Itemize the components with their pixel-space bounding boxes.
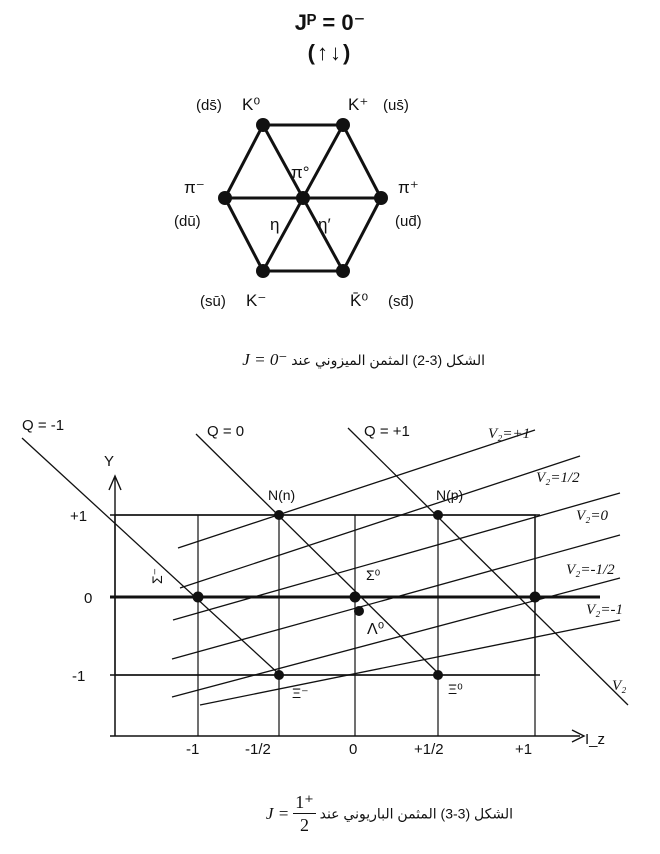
x-tick-minus-half: -1/2	[245, 741, 271, 758]
y-tick-0: 0	[84, 590, 93, 607]
lambda-label: Λ⁰	[367, 621, 385, 638]
dot-piplus	[374, 191, 388, 205]
k0-label: K⁰	[242, 95, 261, 114]
meson-caption-text: الشكل (3-2) المثمن الميزوني عند	[291, 352, 485, 368]
dot-k0	[256, 118, 270, 132]
meson-caption-math: J = 0⁻	[242, 350, 288, 369]
x-tick-minus1: -1	[186, 741, 200, 758]
y-tick-minus1: -1	[72, 668, 86, 685]
baryon-caption-text: الشكل (3-3) المثمن الباريوني عند	[319, 805, 513, 822]
xi-minus-label: Ξ⁻	[292, 685, 309, 701]
y-tick-plus1: +1	[70, 508, 88, 525]
eta-prime-label: η′	[318, 215, 331, 234]
x-axis-label: I_z	[585, 731, 606, 748]
v2-axis-label: V₂	[612, 678, 627, 694]
k0bar-label: K̄⁰	[350, 291, 369, 310]
v2-half-label: V₂=1/2	[536, 470, 580, 486]
piplus-label: π⁺	[398, 178, 419, 197]
v2-plus1-label: V₂=+1	[488, 426, 531, 442]
proton-label: N(p)	[436, 487, 464, 503]
x-tick-plus1: +1	[515, 741, 533, 758]
kminus-label: K⁻	[246, 291, 267, 310]
kminus-quarks: (sū)	[200, 293, 226, 310]
baryon-grid	[110, 515, 540, 736]
dot-kplus	[336, 118, 350, 132]
kplus-label: K⁺	[348, 95, 369, 114]
v2-0-label: V₂=0	[576, 508, 608, 524]
baryon-dots	[193, 510, 541, 680]
dot-piminus	[218, 191, 232, 205]
sigma-minus-label: Σ⁻	[149, 567, 165, 584]
q-plus1-label: Q = +1	[364, 423, 410, 440]
baryon-caption	[266, 791, 513, 836]
xi-zero-label: Ξ⁰	[448, 681, 463, 697]
v2-minus-half-label: V₂=-1/2	[566, 562, 615, 578]
y-axis-label: Y	[104, 453, 115, 470]
eta-label: η	[270, 215, 280, 234]
v2-minus1-label: V₂=-1	[586, 602, 623, 618]
piplus-quarks: (ud̄)	[395, 213, 422, 230]
kplus-quarks: (us̄)	[383, 97, 409, 114]
fraction-denominator: 2	[299, 815, 309, 835]
meson-title: Jᴾ = 0⁻	[294, 10, 366, 35]
dot-k0bar	[336, 264, 350, 278]
piminus-quarks: (dū)	[174, 213, 201, 230]
sigma-zero-label: Σ⁰	[366, 567, 381, 583]
dot-center	[296, 191, 310, 205]
x-tick-0: 0	[349, 741, 358, 758]
x-tick-plus-half: +1/2	[414, 741, 444, 758]
pi0-label: π°	[291, 163, 310, 182]
k0bar-quarks: (sd̄)	[388, 293, 414, 310]
k0-quarks: (ds̄)	[196, 97, 222, 114]
fraction-numerator: 1⁺	[295, 792, 314, 812]
neutron-label: N(n)	[268, 487, 296, 503]
meson-spins: (↑↓)	[307, 40, 353, 65]
baryon-caption-j: J =	[265, 803, 290, 823]
dot-kminus	[256, 264, 270, 278]
baryon-caption-fraction	[293, 791, 316, 836]
q-0-label: Q = 0	[207, 423, 245, 440]
meson-caption	[242, 350, 485, 370]
q-minus1-label: Q = -1	[22, 417, 65, 434]
piminus-label: π⁻	[184, 178, 205, 197]
